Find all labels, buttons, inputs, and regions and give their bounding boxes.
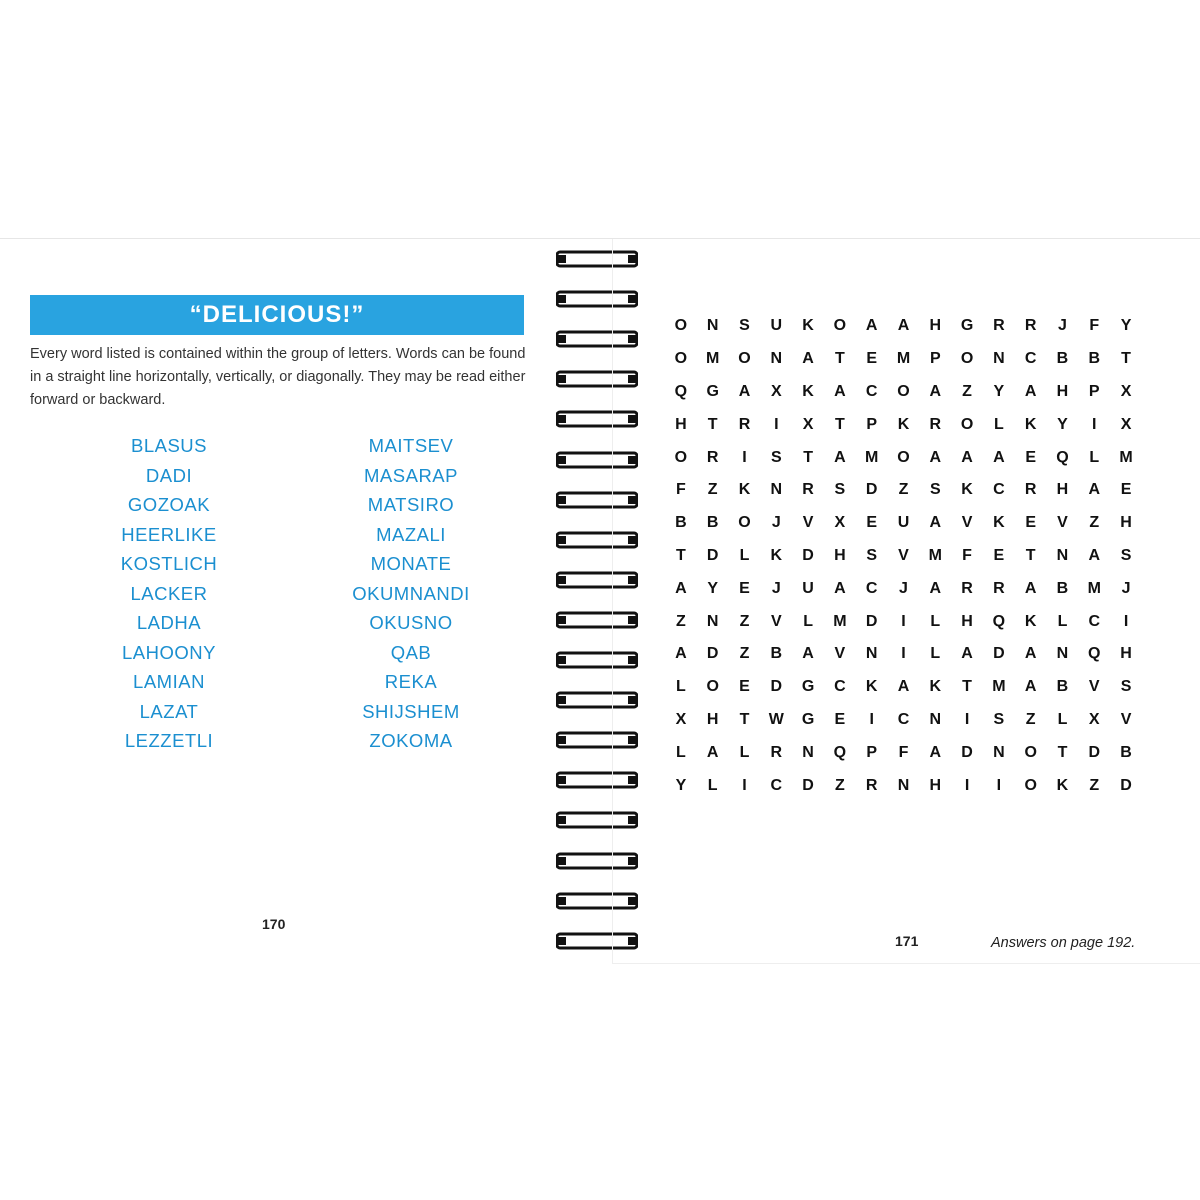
grid-letter: H	[929, 776, 942, 794]
grid-letter: A	[961, 645, 973, 663]
grid-letter: K	[1024, 612, 1037, 630]
grid-row	[665, 441, 1142, 474]
letter-grid	[665, 310, 1142, 802]
grid-letter: D	[1120, 776, 1132, 794]
grid-letter: K	[1024, 415, 1037, 433]
grid-letter: J	[771, 514, 781, 532]
grid-letter: K	[738, 481, 751, 499]
grid-letter: O	[738, 350, 751, 368]
grid-letter: Y	[1120, 317, 1132, 335]
grid-letter: T	[739, 710, 750, 728]
grid-letter: H	[834, 546, 846, 564]
grid-letter: I	[964, 710, 970, 728]
grid-letter: L	[1057, 612, 1068, 630]
grid-letter: T	[676, 546, 686, 564]
grid-letter: P	[866, 415, 878, 433]
word-list-item: MONATE	[370, 553, 452, 574]
grid-letter: U	[897, 514, 910, 532]
grid-letter: O	[674, 350, 688, 368]
grid-letter: E	[739, 678, 750, 696]
grid-letter: N	[802, 743, 814, 761]
grid-letter: A	[865, 317, 878, 335]
grid-letter: B	[1088, 350, 1101, 368]
grid-letter: E	[834, 710, 846, 728]
grid-letter: A	[802, 350, 814, 368]
grid-letter: X	[675, 710, 687, 728]
word-list-item: DADI	[145, 464, 193, 486]
word-list-item: REKA	[384, 671, 438, 692]
grid-letter: W	[768, 710, 784, 728]
grid-letter: P	[929, 350, 941, 368]
puzzle-title: “DELICIOUS!”	[30, 295, 524, 335]
grid-letter: E	[1120, 481, 1132, 499]
grid-letter: A	[929, 579, 942, 597]
grid-letter: Z	[1089, 776, 1100, 794]
grid-letter: X	[1120, 415, 1132, 433]
grid-row	[665, 343, 1142, 376]
grid-letter: L	[707, 776, 718, 794]
word-list-item: OKUMNANDI	[352, 582, 470, 604]
grid-letter: E	[1025, 448, 1036, 466]
grid-letter: A	[929, 382, 942, 400]
grid-letter: M	[896, 350, 911, 368]
page-number-left: 170	[262, 916, 286, 932]
grid-letter: C	[865, 382, 878, 400]
grid-letter: B	[1056, 678, 1069, 696]
grid-letter: B	[770, 645, 783, 663]
grid-letter: L	[676, 743, 686, 761]
grid-letter: O	[897, 382, 910, 400]
grid-letter: Z	[1089, 514, 1100, 532]
grid-letter: E	[866, 514, 878, 532]
word-list-item: LAHOONY	[122, 641, 216, 663]
grid-letter: Z	[834, 776, 845, 794]
word-list-item: SHIJSHEM	[362, 700, 460, 722]
grid-letter: T	[803, 448, 813, 466]
grid-letter: A	[993, 448, 1005, 466]
grid-letter: O	[833, 317, 847, 335]
grid-letter: T	[962, 678, 972, 696]
grid-letter: A	[1024, 579, 1037, 597]
grid-letter: T	[834, 415, 845, 433]
grid-letter: N	[993, 350, 1005, 368]
grid-letter: R	[929, 415, 942, 433]
word-list-item: LEZZETLI	[124, 730, 214, 751]
grid-letter: A	[675, 579, 687, 597]
grid-letter: M	[1087, 579, 1101, 597]
grid-letter: N	[1056, 645, 1069, 663]
grid-letter: R	[865, 776, 878, 794]
grid-letter: A	[834, 448, 846, 466]
grid-letter: R	[802, 481, 814, 499]
left-page	[0, 239, 555, 959]
grid-letter: V	[1120, 710, 1132, 728]
grid-letter: A	[961, 448, 973, 466]
grid-letter: X	[1088, 710, 1100, 728]
grid-letter: V	[898, 546, 909, 564]
grid-letter: E	[1025, 514, 1036, 532]
grid-letter: C	[865, 579, 878, 597]
grid-letter: K	[865, 678, 878, 696]
grid-letter: U	[770, 317, 783, 335]
grid-letter: Y	[993, 382, 1005, 400]
grid-letter: I	[742, 448, 747, 466]
grid-letter: I	[901, 645, 906, 663]
grid-letter: O	[960, 350, 974, 368]
word-list-item: LADHA	[136, 612, 202, 633]
grid-letter: C	[834, 678, 846, 696]
grid-letter: K	[1056, 776, 1069, 794]
word-list-column-2	[316, 431, 506, 756]
grid-letter: H	[675, 415, 687, 433]
grid-letter: Q	[833, 743, 847, 761]
grid-letter: Z	[962, 382, 972, 400]
word-list-item: LAZAT	[139, 700, 199, 722]
grid-letter: V	[802, 514, 814, 532]
grid-letter: A	[929, 743, 942, 761]
grid-letter: E	[739, 579, 750, 597]
grid-letter: D	[865, 481, 878, 499]
grid-letter: S	[770, 448, 782, 466]
grid-letter: Q	[992, 612, 1006, 630]
word-list-item: QAB	[390, 641, 432, 663]
grid-letter: D	[770, 678, 783, 696]
grid-letter: S	[1120, 678, 1132, 696]
grid-letter: H	[1056, 481, 1069, 499]
grid-letter: M	[833, 612, 847, 630]
grid-letter: T	[1121, 350, 1131, 368]
answers-note: Answers on page 192.	[991, 935, 1136, 951]
grid-letter: L	[739, 743, 750, 761]
grid-letter: O	[674, 317, 688, 335]
grid-letter: P	[1088, 382, 1100, 400]
grid-letter: K	[770, 546, 783, 564]
grid-row	[665, 671, 1142, 704]
grid-letter: R	[961, 579, 973, 597]
grid-letter: J	[1058, 317, 1067, 335]
grid-letter: M	[928, 546, 942, 564]
grid-letter: T	[834, 350, 845, 368]
grid-letter: I	[774, 415, 779, 433]
grid-letter: A	[1024, 678, 1037, 696]
grid-letter: D	[802, 546, 814, 564]
grid-letter: O	[674, 448, 688, 466]
grid-letter: G	[960, 317, 974, 335]
grid-letter: A	[1088, 546, 1101, 564]
instructions: Every word listed is contained within the group of letters. Words can be found in a straight line horizontally, vertically, or diagonally. They may be read either forward or backward.	[30, 346, 526, 408]
grid-letter: R	[993, 317, 1005, 335]
grid-row	[665, 605, 1142, 638]
word-list-item: KOSTLICH	[120, 553, 218, 574]
grid-letter: A	[834, 382, 846, 400]
grid-letter: A	[897, 678, 910, 696]
grid-letter: X	[834, 514, 846, 532]
grid-letter: L	[803, 612, 813, 630]
grid-letter: R	[738, 415, 751, 433]
grid-letter: A	[1024, 645, 1037, 663]
grid-letter: D	[993, 645, 1005, 663]
grid-letter: P	[866, 743, 878, 761]
grid-letter: N	[929, 710, 942, 728]
grid-letter: M	[706, 350, 720, 368]
grid-letter: E	[993, 546, 1005, 564]
word-list-item: MATSIRO	[367, 494, 455, 515]
grid-letter: Y	[675, 776, 687, 794]
grid-letter: I	[1123, 612, 1129, 630]
grid-letter: A	[738, 382, 751, 400]
grid-letter: H	[929, 317, 942, 335]
grid-letter: Q	[1088, 645, 1101, 663]
grid-row	[665, 736, 1142, 769]
grid-letter: F	[1089, 317, 1100, 335]
grid-letter: A	[897, 317, 910, 335]
grid-letter: F	[676, 481, 686, 499]
grid-letter: B	[706, 514, 719, 532]
grid-letter: S	[866, 546, 878, 564]
grid-letter: A	[929, 448, 942, 466]
grid-letter: J	[1121, 579, 1131, 597]
grid-letter: L	[930, 645, 941, 663]
grid-letter: N	[897, 776, 910, 794]
grid-letter: M	[865, 448, 879, 466]
grid-letter: G	[801, 678, 815, 696]
grid-letter: M	[1119, 448, 1133, 466]
grid-letter: K	[993, 514, 1005, 532]
grid-letter: J	[771, 579, 781, 597]
grid-row	[665, 474, 1142, 507]
page-number-right: 171	[895, 933, 919, 949]
grid-letter: N	[706, 612, 719, 630]
grid-letter: H	[1120, 645, 1132, 663]
grid-letter: F	[898, 743, 909, 761]
grid-letter: I	[996, 776, 1002, 794]
word-list-item: LACKER	[130, 582, 208, 604]
word-list-item: MASARAP	[364, 464, 458, 486]
grid-row	[665, 638, 1142, 671]
grid-letter: O	[960, 415, 974, 433]
grid-letter: E	[866, 350, 878, 368]
grid-letter: C	[1088, 612, 1101, 630]
word-list-item: ZOKOMA	[369, 730, 453, 751]
grid-letter: M	[992, 678, 1006, 696]
grid-letter: V	[1088, 678, 1100, 696]
grid-letter: D	[865, 612, 878, 630]
grid-letter: A	[802, 645, 814, 663]
grid-letter: D	[961, 743, 973, 761]
grid-letter: J	[899, 579, 908, 597]
grid-letter: L	[739, 546, 750, 564]
grid-letter: Y	[1057, 415, 1068, 433]
grid-letter: T	[1025, 546, 1036, 564]
grid-letter: D	[706, 645, 719, 663]
grid-letter: G	[801, 710, 815, 728]
grid-letter: B	[1120, 743, 1132, 761]
grid-letter: D	[1088, 743, 1101, 761]
grid-letter: B	[1056, 350, 1069, 368]
word-list-column-1	[74, 431, 264, 756]
grid-letter: Z	[707, 481, 718, 499]
grid-letter: R	[706, 448, 719, 466]
grid-letter: R	[770, 743, 783, 761]
grid-letter: V	[961, 514, 973, 532]
grid-letter: Z	[1025, 710, 1036, 728]
grid-letter: I	[901, 612, 906, 630]
grid-letter: I	[1092, 415, 1097, 433]
grid-letter: N	[865, 645, 878, 663]
grid-letter: K	[961, 481, 973, 499]
grid-letter: V	[834, 645, 846, 663]
word-list-item: BLASUS	[130, 435, 207, 456]
grid-letter: S	[834, 481, 846, 499]
grid-letter: N	[993, 743, 1005, 761]
grid-letter: U	[802, 579, 814, 597]
grid-row	[665, 769, 1142, 802]
grid-letter: Q	[1056, 448, 1069, 466]
grid-letter: D	[706, 546, 719, 564]
grid-letter: Z	[898, 481, 909, 499]
grid-letter: V	[770, 612, 782, 630]
grid-letter: A	[1088, 481, 1101, 499]
grid-letter: Z	[676, 612, 686, 630]
grid-letter: O	[897, 448, 910, 466]
grid-letter: O	[706, 678, 719, 696]
grid-letter: K	[802, 317, 814, 335]
grid-letter: O	[1024, 776, 1037, 794]
word-list-item: HEERLIKE	[121, 523, 217, 545]
word-list-item: MAITSEV	[368, 435, 454, 456]
grid-letter: L	[1057, 710, 1068, 728]
grid-letter: S	[1120, 546, 1132, 564]
grid-letter: T	[1057, 743, 1068, 761]
grid-letter: N	[1056, 546, 1069, 564]
grid-letter: H	[961, 612, 973, 630]
grid-letter: L	[993, 415, 1004, 433]
grid-letter: B	[1056, 579, 1069, 597]
grid-letter: S	[739, 317, 750, 335]
grid-letter: H	[1120, 514, 1132, 532]
grid-letter: X	[1120, 382, 1132, 400]
grid-letter: A	[1024, 382, 1037, 400]
grid-letter: A	[706, 743, 719, 761]
grid-letter: C	[770, 776, 783, 794]
grid-row	[665, 540, 1142, 573]
grid-letter: L	[930, 612, 941, 630]
grid-letter: Z	[739, 645, 750, 663]
grid-letter: Z	[739, 612, 750, 630]
grid-row	[665, 408, 1142, 441]
grid-letter: A	[834, 579, 846, 597]
grid-letter: R	[1024, 481, 1037, 499]
grid-letter: S	[993, 710, 1005, 728]
grid-letter: H	[1056, 382, 1069, 400]
grid-row	[665, 704, 1142, 737]
grid-letter: H	[706, 710, 719, 728]
grid-letter: B	[675, 514, 687, 532]
word-list-item: MAZALI	[376, 523, 446, 545]
grid-letter: I	[964, 776, 970, 794]
grid-letter: G	[706, 382, 719, 400]
grid-letter: X	[802, 415, 814, 433]
grid-letter: S	[929, 481, 941, 499]
grid-row	[665, 572, 1142, 605]
grid-row	[665, 310, 1142, 343]
grid-letter: N	[770, 350, 783, 368]
grid-letter: V	[1057, 514, 1068, 532]
grid-letter: K	[929, 678, 942, 696]
grid-letter: C	[993, 481, 1005, 499]
grid-letter: Y	[707, 579, 719, 597]
grid-letter: Q	[674, 382, 688, 400]
grid-letter: I	[869, 710, 874, 728]
grid-letter: D	[802, 776, 814, 794]
grid-letter: C	[897, 710, 910, 728]
grid-letter: O	[1024, 743, 1037, 761]
grid-letter: N	[706, 317, 719, 335]
grid-letter: F	[962, 546, 972, 564]
grid-letter: N	[770, 481, 783, 499]
grid-row	[665, 507, 1142, 540]
grid-letter: R	[1024, 317, 1037, 335]
word-list-item: GOZOAK	[127, 494, 211, 515]
grid-letter: R	[993, 579, 1005, 597]
grid-letter: L	[676, 678, 686, 696]
grid-letter: A	[675, 645, 687, 663]
grid-letter: A	[929, 514, 942, 532]
grid-letter: I	[742, 776, 747, 794]
grid-letter: C	[1024, 350, 1037, 368]
grid-letter: K	[897, 415, 910, 433]
grid-letter: T	[707, 415, 718, 433]
word-list-item: OKUSNO	[369, 612, 453, 633]
grid-letter: K	[802, 382, 814, 400]
grid-letter: L	[1089, 448, 1100, 466]
grid-letter: O	[738, 514, 751, 532]
word-list-item: LAMIAN	[133, 671, 205, 692]
grid-row	[665, 376, 1142, 409]
grid-letter: X	[770, 382, 782, 400]
